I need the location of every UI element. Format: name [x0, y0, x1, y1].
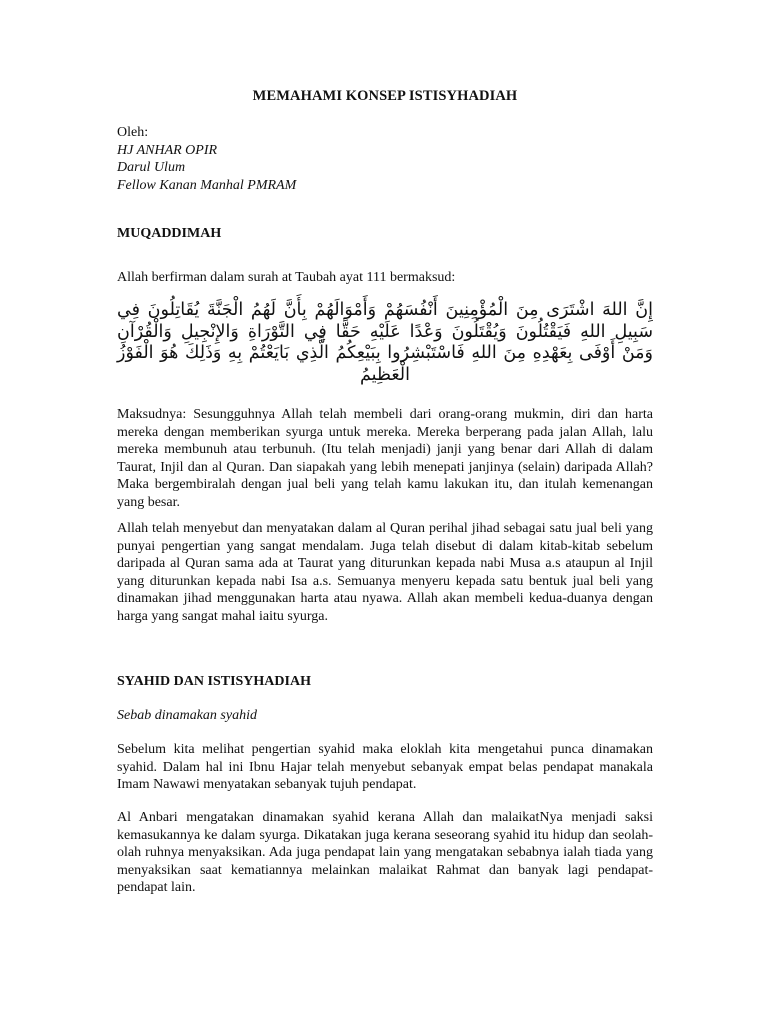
syahid-paragraph-2: Al Anbari mengatakan dinamakan syahid kerana Allah dan malaikatNya menjadi saksi kemasukannya ke dalam syurga. Dikatakan juga kerana seseorang syahid itu hidup dan seolah-olah ruhnya menyaksikan. Ada juga pendapat lain yang mengatakan sebabnya ialah tiada yang menyaksikan saat kematiannya melainkan malaikat Rahmat dan banyak lagi pendapat-pendapat lain. — [117, 810, 653, 896]
quran-verse-arabic: إِنَّ اللهَ اشْتَرَى مِنَ الْمُؤْمِنِينَ أَنْفُسَهُمْ وَأَمْوَالَهُمْ بِأَنَّ لَهُمُ الْجَنَّةَ يُقَاتِلُونَ فِي سَبِيلِ اللهِ فَيَقْتُلُونَ وَيُقْتَلُونَ وَعْدًا عَلَيْهِ حَقًّا فِي التَّوْرَاةِ وَالإِنْجِيلِ وَالْقُرْآنِ وَمَنْ أَوْفَى بِعَهْدِهِ مِنَ اللهِ فَاسْتَبْشِرُوا بِبَيْعِكُمُ الَّذِي بَايَعْتُمْ بِهِ وَذَلِكَ هُوَ الْفَوْزُ الْعَظِيمُ — [117, 300, 653, 385]
translation-paragraph: Maksudnya: Sesungguhnya Allah telah membeli dari orang-orang mukmin, diri dan harta mereka dengan memberikan syurga untuk mereka. Mereka berperang pada jalan Allah, lalu mereka membunuh atau terbunuh. (Itu telah menjadi) janji yang benar dari Allah di dalam Taurat, Injil dan al Quran. Dan siapakah yang lebih menepati janjinya (selain) daripada Allah? Maka bergembiralah dengan jual beli yang telah kamu lakukan itu, dan itulah kemenangan yang besar. — [117, 407, 653, 510]
document-title: MEMAHAMI KONSEP ISTISYHADIAH — [252, 88, 518, 104]
section-heading-syahid: SYAHID DAN ISTISYHADIAH — [117, 674, 311, 689]
author-institution: Darul Ulum — [117, 160, 186, 175]
author-label: Oleh: — [117, 125, 149, 140]
section-heading-muqaddimah: MUQADDIMAH — [117, 226, 222, 241]
author-name: HJ ANHAR OPIR — [117, 142, 218, 158]
jihad-paragraph: Allah telah menyebut dan menyatakan dalam al Quran perihal jihad sebagai satu jual beli yang punyai pengertian yang sangat mendalam. Juga telah disebut di dalam kitab-kitab sebelum daripada al Quran sama ada at Taurat yang diturunkan kepada nabi Musa a.s ataupun al Injil yang diturunkan kepada nabi Isa a.s. Semuanya menyeru kepada satu bentuk jual beli yang dinamakan jihad menggunakan harta atau nyawa. Allah akan membeli kedua-duanya dengan harga yang sangat mahal iaitu syurga. — [117, 521, 653, 624]
syahid-paragraph-1: Sebelum kita melihat pengertian syahid maka eloklah kita mengetahui punca dinamakan syahid. Dalam hal ini Ibnu Hajar telah menyebut sebanyak empat belas pendapat manakala Imam Nawawi menyatakan sebanyak tujuh pendapat. — [117, 742, 653, 793]
author-position: Fellow Kanan Manhal PMRAM — [117, 177, 297, 193]
subheading-sebab: Sebab dinamakan syahid — [117, 708, 257, 723]
intro-text: Allah berfirman dalam surah at Taubah ayat 111 bermaksud: — [117, 270, 456, 285]
author-block — [117, 124, 296, 194]
